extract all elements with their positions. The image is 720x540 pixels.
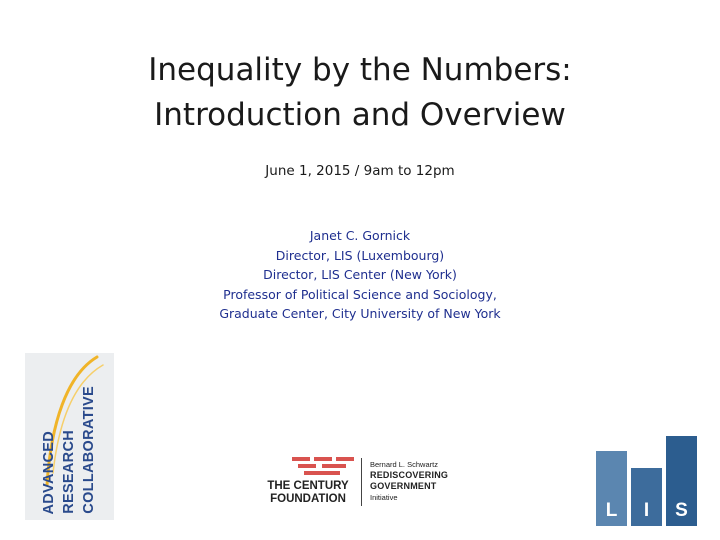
century-name-line-1: THE CENTURY bbox=[267, 480, 349, 492]
century-foundation-logo bbox=[262, 456, 462, 508]
arc-logo bbox=[25, 353, 114, 520]
initiative-line-3: GOVERNMENT bbox=[370, 481, 437, 491]
initiative-line-1: Bernard L. Schwartz bbox=[370, 460, 438, 469]
lis-letter-l: L bbox=[605, 500, 618, 521]
initiative-wordmark bbox=[370, 459, 448, 503]
arc-line-3: COLLABORATIVE bbox=[81, 386, 97, 514]
logo-divider bbox=[361, 458, 362, 506]
lis-letter-i: I bbox=[643, 500, 650, 521]
lis-letter-s: S bbox=[675, 500, 688, 521]
initiative-line-2: REDISCOVERING bbox=[370, 470, 449, 480]
arc-wordmark bbox=[25, 353, 114, 520]
century-foundation-name bbox=[262, 480, 354, 505]
event-date: June 1, 2015 / 9am to 12pm bbox=[265, 163, 455, 179]
title-line-1: Inequality by the Numbers: bbox=[148, 52, 572, 88]
author-role-3: Professor of Political Science and Sociology, bbox=[223, 286, 497, 302]
author-role-4: Graduate Center, City University of New York bbox=[219, 306, 501, 321]
author-block bbox=[60, 226, 660, 324]
lis-logo bbox=[596, 436, 698, 526]
initiative-line-4: Initiative bbox=[370, 493, 398, 502]
century-name-line-2: FOUNDATION bbox=[270, 492, 346, 505]
author-name: Janet C. Gornick bbox=[309, 228, 411, 243]
arc-line-1: ADVANCED bbox=[41, 430, 57, 514]
arc-line-2: RESEARCH bbox=[61, 430, 77, 514]
slide-title bbox=[60, 48, 660, 138]
title-line-2: Introduction and Overview bbox=[154, 97, 566, 133]
century-bars-icon bbox=[292, 456, 356, 476]
author-role-1: Director, LIS (Luxembourg) bbox=[275, 247, 445, 263]
author-role-2: Director, LIS Center (New York) bbox=[263, 267, 457, 282]
